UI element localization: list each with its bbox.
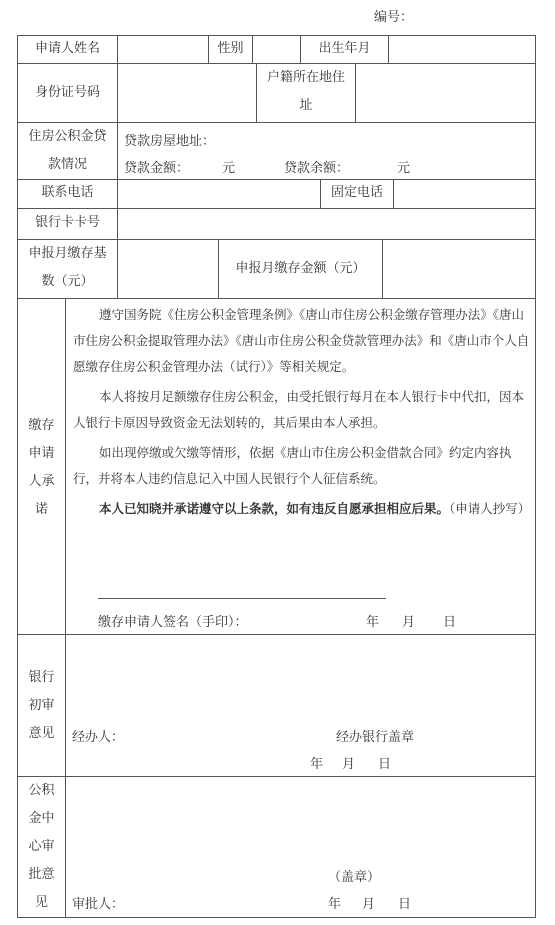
bank-review-label: 银行 初审 意见 [28, 670, 55, 741]
commitment-statement-bold: 本人已知晓并承诺遵守以上条款，如有违反自愿承担相应后果。 [99, 501, 450, 516]
table-border [17, 634, 535, 635]
bank-card-field[interactable] [118, 209, 535, 239]
center-review-month: 月 [362, 897, 376, 912]
table-border [17, 776, 535, 777]
fixed-phone-field[interactable] [394, 180, 535, 208]
commitment-paragraph-2: 本人将按月足额缴存住房公积金，由受托银行每月在本人银行卡中代扣，因本人银行卡原因导致资金无法划转的，其后果由本人承担。 [73, 389, 525, 430]
center-review-year: 年 [328, 897, 342, 912]
loan-status-label: 住房公积金贷 款情况 [28, 129, 107, 172]
applicant-name-label: 申请人姓名 [34, 41, 100, 56]
commitment-paragraph-3: 如出现停缴或欠缴等情形，依据《唐山市住房公积金借款合同》约定内容执行，并将本人违约信息记入中国人民银行个人征信系统。 [73, 445, 512, 486]
center-approver-label: 审批人： [72, 897, 125, 912]
declared-base-label: 申报月缴存基 数（元） [28, 246, 107, 289]
table-border [65, 298, 66, 918]
bank-handler-label: 经办人： [72, 730, 125, 745]
signature-day: 日 [443, 615, 457, 630]
bank-review-year: 年 [310, 757, 324, 772]
loan-house-address-label: 贷款房屋地址： [124, 134, 216, 149]
loan-balance-label: 贷款余额： [284, 161, 350, 176]
registered-address-field[interactable] [356, 64, 535, 122]
signature-month: 月 [402, 615, 416, 630]
commitment-paragraph-1: 遵守国务院《住房公积金管理条例》《唐山市住房公积金缴存管理办法》《唐山市住房公积金提取管理办法》《唐山市住房公积金贷款管理办法》和《唐山市个人自愿缴存住房公积金管理办法（试行）》等相关规定。 [73, 307, 530, 374]
loan-amount-unit: 元 [222, 161, 236, 176]
loan-balance-unit: 元 [397, 161, 411, 176]
center-review-label: 公积 金中 心审 批意 见 [28, 783, 55, 910]
fixed-phone-label: 固定电话 [330, 185, 383, 200]
loan-amount-label: 贷款金额： [124, 161, 190, 176]
center-seal-label: （盖章） [328, 870, 381, 885]
bank-seal-label: 经办银行盖章 [336, 730, 415, 745]
applicant-signature-label: 缴存申请人签名（手印）： [98, 615, 248, 630]
contact-phone-label: 联系电话 [41, 185, 94, 200]
registered-address-label: 户籍所在地住 址 [266, 70, 345, 113]
handwriting-line[interactable] [98, 598, 386, 599]
birth-date-field[interactable] [389, 36, 535, 63]
commitment-paragraph-4 [73, 496, 533, 522]
id-number-field[interactable] [118, 64, 256, 122]
applicant-name-field[interactable] [118, 36, 208, 63]
gender-field[interactable] [253, 36, 300, 63]
table-border [17, 917, 535, 918]
bank-card-label: 银行卡卡号 [34, 215, 100, 230]
gender-label: 性别 [217, 41, 244, 56]
declared-amount-label: 申报月缴存金额（元） [235, 261, 366, 276]
id-number-label: 身份证号码 [34, 85, 100, 100]
table-border [535, 35, 536, 918]
table-border [17, 298, 535, 299]
declared-amount-field[interactable] [383, 240, 535, 298]
bank-review-month: 月 [342, 757, 356, 772]
commitment-label: 缴存 申请 人承 诺 [28, 418, 55, 517]
declared-base-field[interactable] [118, 240, 218, 298]
center-review-day: 日 [398, 897, 412, 912]
signature-year: 年 [366, 615, 380, 630]
birth-date-label: 出生年月 [318, 41, 371, 56]
bank-review-day: 日 [378, 757, 392, 772]
form-number-label: 编号： [374, 10, 414, 25]
commitment-statement-note: （申请人抄写） [449, 501, 531, 516]
contact-phone-field[interactable] [118, 180, 320, 208]
